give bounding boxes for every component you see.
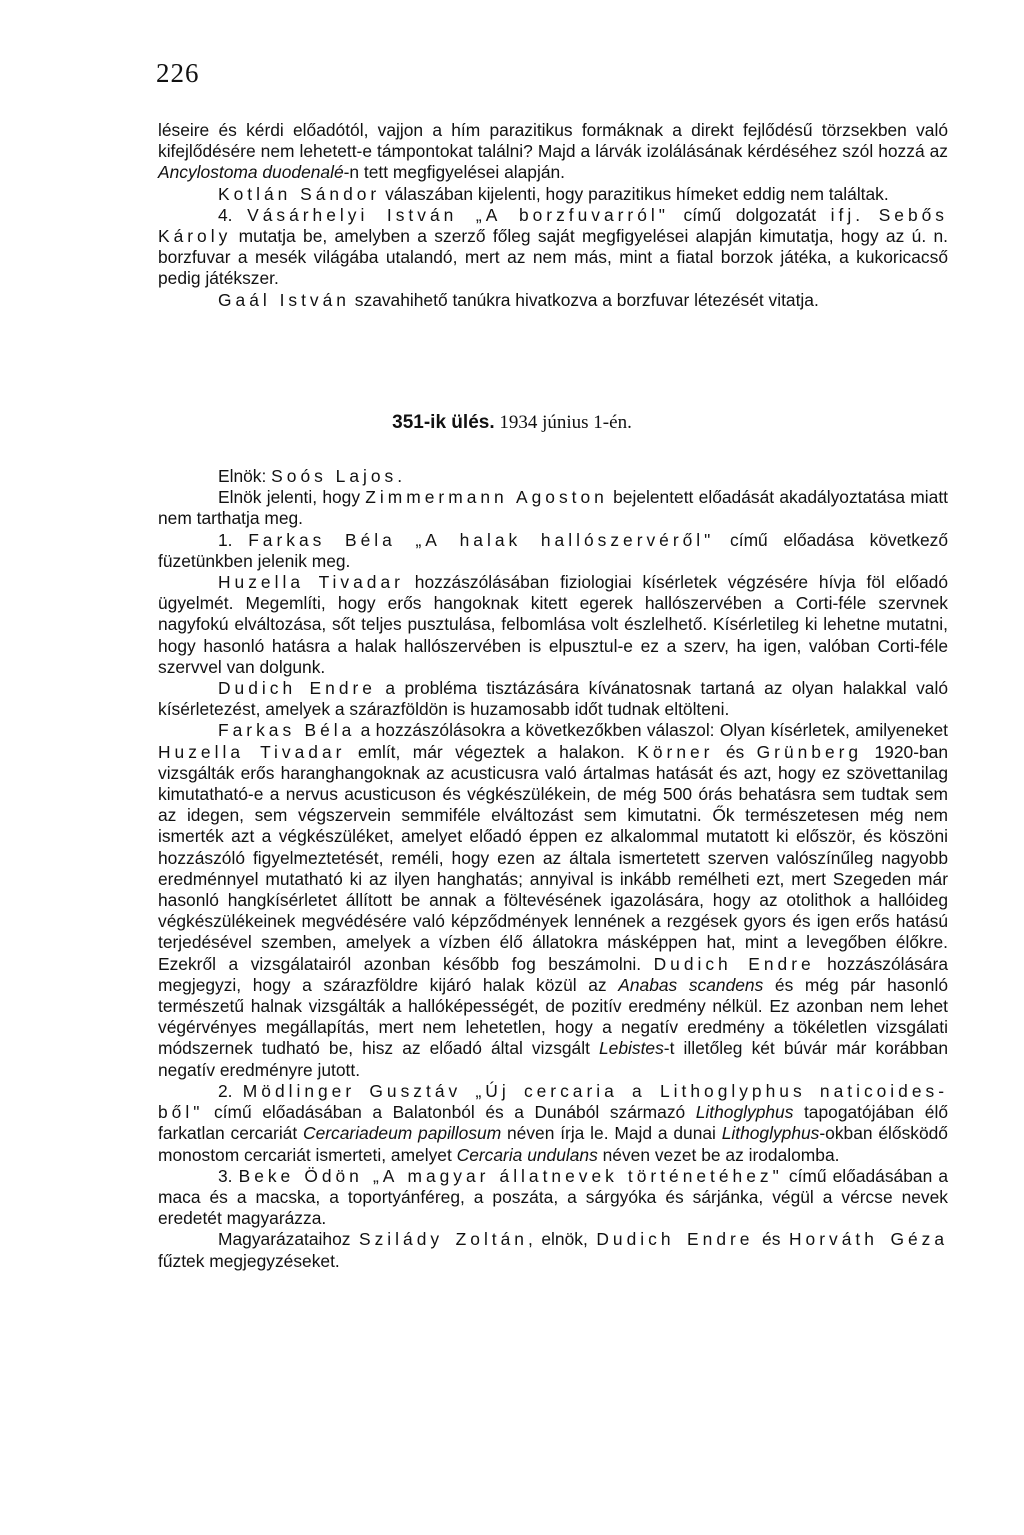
paragraph: Dudich Endre a probléma tisztázására kívánatosnak tartaná az olyan halakkal való kísérletezést, amelyek a szárazföldön is huzamosabb időt tudnak eltölteni.: [158, 678, 948, 720]
paragraph: Kotlán Sándor válaszában kijelenti, hogy parazitikus hímeket eddig nem találtak.: [218, 183, 889, 204]
paragraph: 3. Beke Ödön „A magyar állatnevek történetéhez" című előadásában a maca és a macska, a toportyánféreg, a poszáta, a sárgyóka és sárjánka, végül a vércse nevek eredetét magyarázza.: [158, 1165, 948, 1229]
person-name: Sebős Károly: [158, 204, 948, 247]
person-name: Farkas Béla: [218, 720, 356, 741]
species-name: Anabas scandens: [618, 974, 764, 995]
person-name: Dudich Endre: [653, 953, 815, 974]
lecture-title: „A magyar állatnevek történetéhez": [362, 1165, 783, 1186]
species-name: Lithoglyphus: [721, 1123, 820, 1144]
species-name: Cercariadeum papillosum: [303, 1123, 502, 1144]
species-name: Lithoglyphus: [695, 1102, 794, 1123]
person-name: Körner: [637, 741, 714, 762]
paragraph: léseire és kérdi előadótól, vajjon a hím parazitikus formáknak a direkt fejlődésű törzsekben való kifejlődésére nem lehetett-e támpontokat találni? Majd a lárvák izolálásának kérdéséhez szól hozzá az Ancylostoma duodenalé-n tett megfigyelései alapján.: [158, 120, 948, 183]
person-name: Farkas Béla: [248, 529, 396, 550]
lecture-title: „Új cercaria a Lithoglyphus naticoides-ből": [158, 1080, 949, 1123]
session-heading: [0, 412, 1024, 434]
lecture-title: „A halak hallószervéről": [395, 529, 715, 550]
person-name: Dudich Endre: [218, 678, 376, 699]
paragraph: 4. Vásárhelyi István „A borzfuvarról" című dolgozatát ifj. Sebős Károly mutatja be, amelyben a szerző főleg saját megfigyelései alapján kimutatja, hogy az ú. n. borzfuvar a mesék világába utalandó, mert az nem más, mint a fiatal borzok játéka, a kukoricacső pedig játékszer.: [158, 204, 948, 289]
lecture-title: „A borzfuvarról": [457, 204, 669, 225]
person-name: Vásárhelyi István: [247, 204, 458, 225]
session-date: 1934 június 1-én.: [499, 412, 632, 433]
page-number: 226: [156, 58, 200, 88]
session-body: [158, 466, 948, 1272]
person-name: Huzella Tivadar: [218, 572, 404, 593]
species-name: Cercaria undulans: [456, 1144, 598, 1165]
paragraph: Elnök: Soós Lajos.: [218, 466, 407, 486]
person-name: Gaál István: [218, 289, 350, 310]
person-name: Grünberg: [756, 741, 863, 762]
species-name: Lebistes: [599, 1038, 664, 1059]
paragraph: Gaál István szavahihető tanúkra hivatkozva a borzfuvar létezését vitatja.: [218, 289, 819, 310]
person-name: Huzella Tivadar: [158, 741, 346, 762]
paragraph: Farkas Béla a hozzászólásokra a következőkben válaszol: Olyan kísérletek, amilyeneket Huzella Tivadar említ, már végeztek a halakon. Körner és Grünberg 1920-ban vizsgálták erős haranghangoknak az acusticusra való ártalmas hatását és azt, hogy ez szövettanilag kimutatható-e a nervus acusticuson és végkészülékein, de még 500 órás behatásra sem tudtak sem az idegen, sem végszervein semmiféle elváltozást sem kimutatni. Ők természetesen még nem ismerték azt a végkészüléket, amelyet előadó éppen ez alkalommal mutatott ki először, és köszöni hozzászóló figyelmeztetését, reméli, hogy ezen az általa ismertetett szerven valószínűleg nagyobb eredménnyel mutatható ki az ilyen hanghatás; annyival is inkább remélheti ezt, mert Szegeden már hasonló hangkísérletet állított be annak a föltevésének igazolására, hogy az otolithok a hallóideg végkészülékeinek megvédésére való képződmények lennének a rezgések gyors és igen erős hatású terjedésével szemben, amelyek a vízben élő állatokra másképpen hat, mint a levegőben élőkre. Ezekről a vizsgálatairól azonban később fog beszámolni. Dudich Endre hozzászólására megjegyzi, hogy a szárazföldre kijáró halak közül az Anabas scandens és még pár hasonló természetű halnak vizsgálták a hallóképességét, de pozitív eredmény nélkül. Ez azonban nem lehet végérvényes megállapítás, mert nem lehetetlen, hogy a negatív eredmény a tökéletlen vizsgálati módszernek tudható be, hisz az előadó által vizsgált Lebistes-t illetőleg két búvár már korábban negatív eredményre jutott.: [158, 720, 949, 1080]
paragraph: 2. Mödlinger Gusztáv „Új cercaria a Lithoglyphus naticoides-ből" című előadásában a Balatonból és a Dunából származó Lithoglyphus tapogatójában élő farkatlan cercariát Cercariadeum papillosum néven írja le. Majd a dunai Lithoglyphus-okban élősködő monostom cercariát ismerteti, amelyet Cercaria undulans néven vezet be az irodalomba.: [158, 1080, 949, 1165]
person-name: Zimmermann Agoston: [365, 487, 608, 508]
top-section: [158, 120, 948, 311]
person-name: Szilády Zoltán: [359, 1229, 528, 1250]
paragraph: 1. Farkas Béla „A halak hallószervéről" című előadása következő füzetünkben jelenik meg.: [158, 529, 948, 571]
person-name: Kotlán Sándor: [218, 183, 381, 204]
person-name: Beke Ödön: [238, 1165, 363, 1186]
person-name: Mödlinger Gusztáv: [242, 1080, 462, 1101]
person-name: Dudich Endre: [596, 1229, 754, 1250]
species-name: Ancylostoma duodenalé: [158, 162, 344, 183]
paragraph: Elnök jelenti, hogy Zimmermann Agoston bejelentett előadását akadályoztatása miatt nem tarthatja meg.: [158, 487, 948, 529]
session-title: 351-ik ülés.: [392, 412, 495, 433]
paragraph: Huzella Tivadar hozzászólásában fiziologiai kísérletek végzésére hívja föl előadó ügyelmét. Megemlíti, hogy erős hangoknak kitett egerek hallószervében a Corti-féle szervnek nagyfokú elváltozása, sőt teljes pusztulása, felbomlása volt észlelhető. Kísérletileg ki lehetne mutatni, hogy hasonló hatásra a halak hallószervében is elpusztul-e ez a szerv, ha igen, valóban Corti-féle szervvel van dolgunk.: [158, 572, 948, 677]
person-name: Soós Lajos.: [271, 466, 407, 486]
paragraph: Magyarázataihoz Szilády Zoltán, elnök, Dudich Endre és Horváth Géza fűztek megjegyzéseket.: [158, 1229, 949, 1271]
person-name: Horváth Géza: [788, 1229, 949, 1250]
